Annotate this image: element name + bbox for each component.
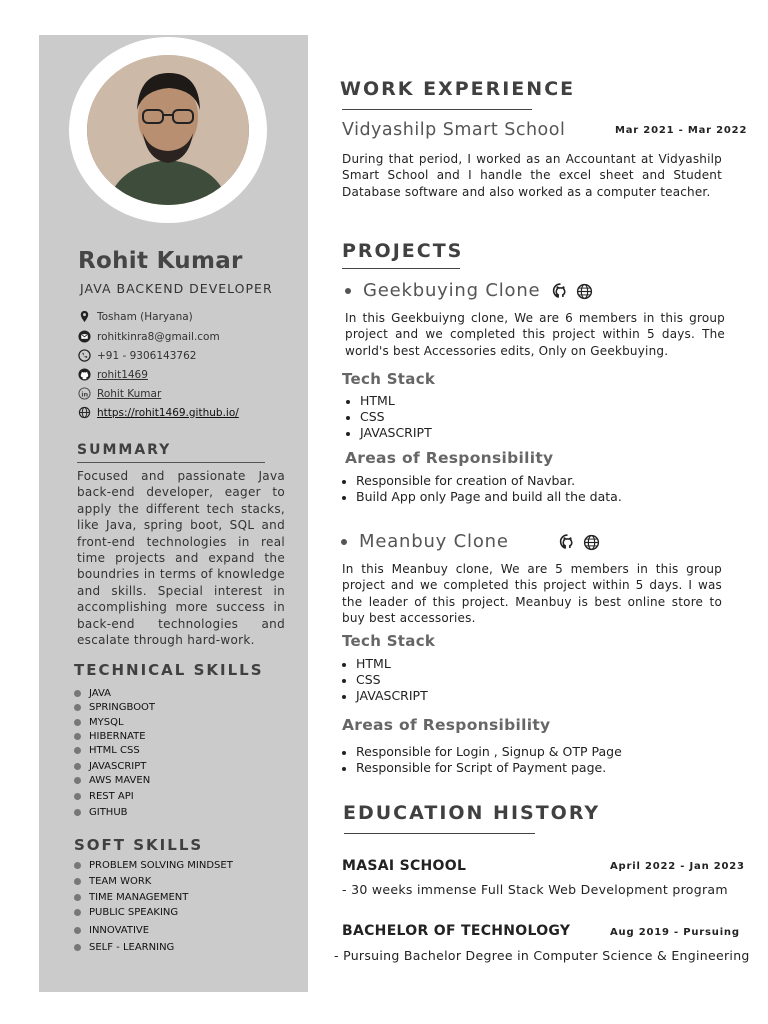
tech-skill-item: JAVASCRIPT: [74, 761, 146, 772]
bullet-icon: [74, 944, 81, 951]
bullet-icon: [74, 719, 81, 726]
location-pin-icon: [78, 310, 91, 323]
education-divider: [344, 833, 535, 834]
tech-skill-item: SPRINGBOOT: [74, 702, 155, 713]
list-item: CSS: [344, 409, 432, 425]
list-item: JAVASCRIPT: [340, 688, 428, 704]
bullet-icon: [74, 909, 81, 916]
github-icon[interactable]: [552, 283, 569, 300]
contact-email[interactable]: [78, 330, 220, 343]
education-description: - Pursuing Bachelor Degree in Computer Science & Engineering: [334, 948, 750, 963]
education-dates: April 2022 - Jan 2023: [610, 861, 745, 872]
bullet-icon: [74, 777, 81, 784]
tech-skill-item: AWS MAVEN: [74, 775, 150, 786]
soft-skills-title: SOFT SKILLS: [74, 836, 204, 854]
list-item: Responsible for creation of Navbar.: [340, 473, 622, 489]
bullet-icon: [74, 809, 81, 816]
tech-skill-item: REST API: [74, 791, 134, 802]
bullet-icon: [74, 894, 81, 901]
bullet-icon: [74, 747, 81, 754]
projects-divider: [342, 268, 460, 269]
tech-skill-item: HIBERNATE: [74, 731, 146, 742]
projects-title: PROJECTS: [342, 240, 464, 262]
work-company: Vidyashilp Smart School: [342, 120, 566, 140]
work-dates: Mar 2021 - Mar 2022: [615, 125, 748, 136]
bullet-icon: [74, 862, 81, 869]
bullet-icon: [341, 539, 347, 545]
github-link[interactable]: rohit1469: [97, 368, 148, 381]
tech-skill-item: GITHUB: [74, 807, 128, 818]
avatar: [87, 55, 249, 205]
svg-text:in: in: [81, 390, 89, 399]
tech-skill-item: JAVA: [74, 688, 111, 699]
project-description: In this Geekbuiyng clone, We are 6 members in this group project and we completed this project within 5 days. The world's best Accessories edits, Only on Geekbuying.: [345, 311, 725, 358]
education-school: MASAI SCHOOL: [342, 858, 467, 874]
tech-stack-list: [340, 656, 428, 705]
globe-icon: [78, 406, 91, 419]
tech-stack-title: Tech Stack: [342, 370, 436, 388]
phone-icon: [78, 349, 91, 362]
project-title-geekbuying: Geekbuying Clone: [345, 280, 540, 301]
summary-text: Focused and passionate Java back-end developer, eager to apply the different tech stacks, like Java, spring boot, SQL and front-end technologies in real time projects and expand the boundries in terms of knowledge and skills. Special interest in accomplishing more success in back-end technologies and escalate through hard-work.: [77, 469, 285, 648]
bullet-icon: [74, 927, 81, 934]
email-text[interactable]: rohitkinra8@gmail.com: [97, 330, 220, 343]
work-experience-title: WORK EXPERIENCE: [340, 78, 576, 100]
education-school: BACHELOR OF TECHNOLOGY: [342, 923, 571, 939]
soft-skill-item: TIME MANAGEMENT: [74, 892, 188, 903]
phone-text[interactable]: +91 - 9306143762: [97, 349, 197, 362]
education-description: - 30 weeks immense Full Stack Web Development program: [342, 882, 728, 897]
linkedin-link[interactable]: Rohit Kumar: [97, 387, 162, 400]
work-divider: [342, 109, 532, 110]
areas-title: Areas of Responsibility: [345, 449, 554, 467]
soft-skill-item: PROBLEM SOLVING MINDSET: [74, 860, 233, 871]
work-description: During that period, I worked as an Accountant at Vidyashilp Smart School and I handle the excel sheet and Student Database software and also worked as a computer teacher.: [342, 152, 722, 199]
linkedin-icon: [78, 387, 91, 400]
contact-phone[interactable]: [78, 349, 196, 362]
contact-github[interactable]: [78, 368, 148, 381]
profile-name: Rohit Kumar: [78, 248, 243, 274]
tech-stack-title: Tech Stack: [342, 632, 436, 650]
contact-location: [78, 310, 193, 323]
list-item: Responsible for Login , Signup & OTP Page: [340, 744, 622, 760]
areas-list: [340, 473, 622, 505]
bullet-icon: [74, 878, 81, 885]
tech-skill-item: HTML CSS: [74, 745, 140, 756]
github-icon[interactable]: [559, 534, 576, 551]
summary-title: SUMMARY: [77, 442, 172, 458]
tech-stack-list: [344, 393, 432, 442]
education-title: EDUCATION HISTORY: [343, 802, 601, 824]
list-item: Build App only Page and build all the data.: [340, 489, 622, 505]
project-title-meanbuy: Meanbuy Clone: [341, 531, 509, 552]
bullet-icon: [74, 690, 81, 697]
avatar-photo: [87, 55, 249, 205]
bullet-icon: [74, 793, 81, 800]
location-text: Tosham (Haryana): [97, 310, 193, 323]
technical-skills-title: TECHNICAL SKILLS: [74, 661, 264, 679]
summary-divider: [77, 462, 265, 463]
list-item: Responsible for Script of Payment page.: [340, 760, 622, 776]
list-item: HTML: [340, 656, 428, 672]
soft-skill-item: INNOVATIVE: [74, 925, 149, 936]
bullet-icon: [74, 763, 81, 770]
areas-list: [340, 744, 622, 776]
soft-skill-item: SELF - LEARNING: [74, 942, 174, 953]
list-item: JAVASCRIPT: [344, 425, 432, 441]
contact-linkedin[interactable]: [78, 387, 161, 400]
list-item: HTML: [344, 393, 432, 409]
education-dates: Aug 2019 - Pursuing: [610, 927, 740, 938]
email-icon: [78, 330, 91, 343]
project-description: In this Meanbuy clone, We are 5 members in this group project and we completed this project within 5 days. I was the leader of this project. Meanbuy is best online store to buy best accessories.: [342, 562, 722, 626]
tech-skill-item: MYSQL: [74, 717, 124, 728]
bullet-icon: [74, 704, 81, 711]
globe-icon[interactable]: [583, 534, 600, 551]
globe-icon[interactable]: [576, 283, 593, 300]
list-item: CSS: [340, 672, 428, 688]
soft-skill-item: PUBLIC SPEAKING: [74, 907, 178, 918]
contact-website[interactable]: [78, 406, 239, 419]
bullet-icon: [345, 288, 351, 294]
areas-title: Areas of Responsibility: [342, 716, 551, 734]
website-link[interactable]: https://rohit1469.github.io/: [97, 406, 239, 419]
bullet-icon: [74, 733, 81, 740]
soft-skill-item: TEAM WORK: [74, 876, 151, 887]
github-icon: [78, 368, 91, 381]
profile-role: JAVA BACKEND DEVELOPER: [80, 281, 273, 296]
